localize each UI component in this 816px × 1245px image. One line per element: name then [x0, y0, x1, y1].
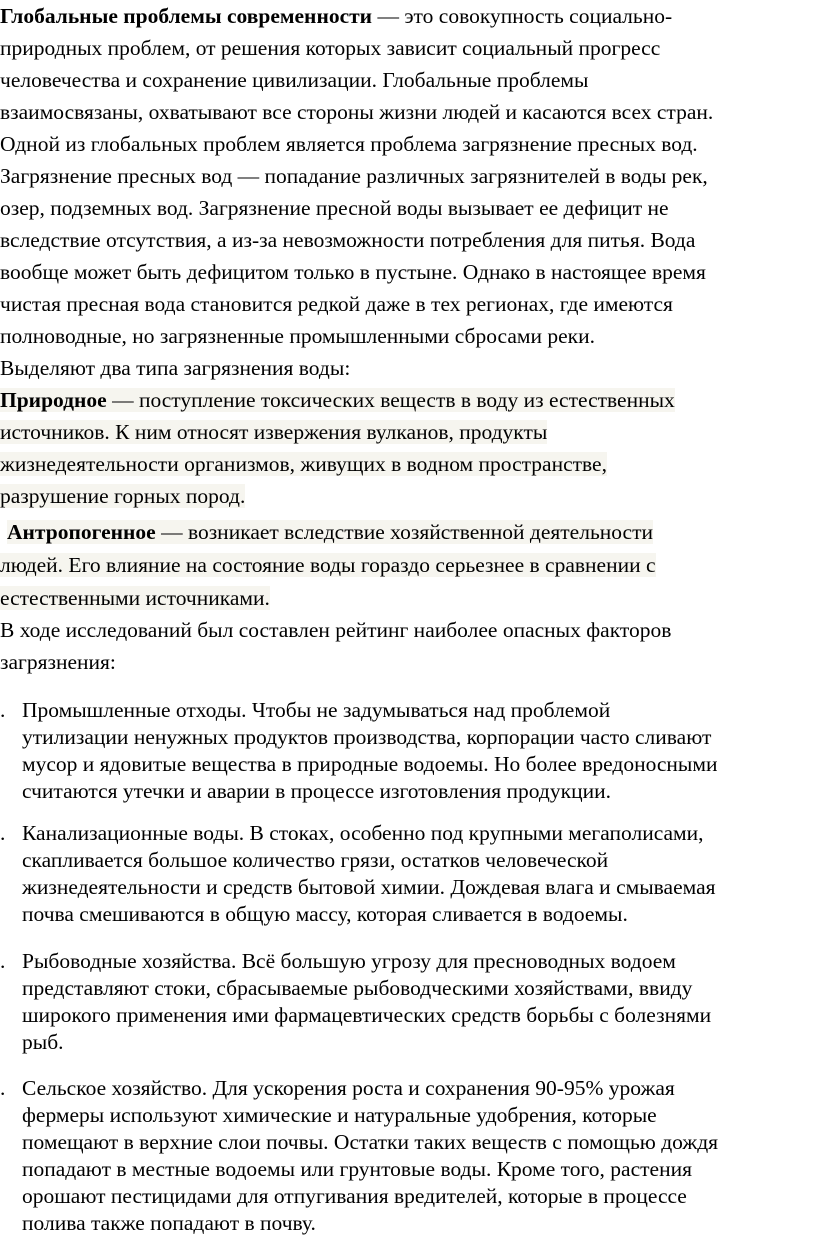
natural-line-2: источников. К ним относят извержения вулканов, продукты [0, 420, 548, 444]
factor-2-line-1: Канализационные воды. В стоках, особенно под крупными мегаполисами, [22, 821, 704, 845]
list-marker: . [0, 698, 6, 722]
rating-intro-line-2: загрязнения: [0, 650, 116, 674]
intro-line-10: чистая пресная вода становится редкой даже в тех регионах, где имеются [0, 292, 673, 316]
factor-1-line-1: Промышленные отходы. Чтобы не задумываться над проблемой [22, 698, 611, 722]
rating-intro-line-1: В ходе исследований был составлен рейтинг наиболее опасных факторов [0, 618, 672, 642]
anthropogenic-term: Антропогенное [7, 520, 156, 544]
factor-1-line-4: считаются утечки и аварии в процессе изготовления продукции. [22, 779, 611, 803]
natural-line-4: разрушение горных пород. [0, 484, 246, 508]
intro-line-9: вообще может быть дефицитом только в пустыне. Однако в настоящее время [0, 260, 706, 284]
natural-term: Природное [0, 388, 107, 412]
factor-4-line-1: Сельское хозяйство. Для ускорения роста и сохранения 90-95% урожая [22, 1076, 675, 1100]
intro-line-7: озер, подземных вод. Загрязнение пресной воды вызывает ее дефицит не [0, 196, 669, 220]
factor-4-line-3: помещают в верхние слои почвы. Остатки таких веществ с помощью дождя [22, 1130, 719, 1154]
intro-line-4: взаимосвязаны, охватывают все стороны жизни людей и касаются всех стран. [0, 100, 714, 124]
anthropogenic-text: — возникает вследствие хозяйственной деятельности [155, 520, 653, 544]
factor-3-line-4: рыб. [22, 1030, 64, 1054]
intro-text: — это совокупность социально- [372, 4, 673, 28]
intro-line-5: Одной из глобальных проблем является проблема загрязнение пресных вод. [0, 132, 698, 156]
list-marker: . [0, 949, 6, 973]
intro-line-2: природных проблем, от решения которых зависит социальный прогресс [0, 36, 661, 60]
intro-line-6: Загрязнение пресных вод — попадание различных загрязнителей в воды рек, [0, 164, 708, 188]
natural-text: — поступление токсических веществ в воду из естественных [106, 388, 675, 412]
types-intro: Выделяют два типа загрязнения воды: [0, 356, 351, 380]
intro-line-11: полноводные, но загрязненные промышленными сбросами реки. [0, 324, 595, 348]
factor-4-line-6: полива также попадают в почву. [22, 1211, 316, 1235]
list-marker: . [0, 1076, 6, 1100]
anthropogenic-line-2: людей. Его влияние на состояние воды гораздо серьезнее в сравнении с [0, 553, 656, 577]
intro-line-3: человечества и сохранение цивилизации. Глобальные проблемы [0, 68, 589, 92]
intro-line-1 [0, 0, 672, 32]
factor-3-line-2: представляют стоки, сбрасываемые рыбоводческими хозяйствами, ввиду [22, 976, 693, 1000]
factor-2-line-3: жизнедеятельности и средств бытовой химии. Дождевая влага и смываемая [22, 875, 716, 899]
factor-4-line-5: орошают пестицидами для отпугивания вредителей, которые в процессе [22, 1184, 687, 1208]
anthropogenic-line-1 [7, 516, 653, 548]
list-marker: . [0, 821, 6, 845]
factor-1-line-2: утилизации ненужных продуктов производства, корпорации часто сливают [22, 725, 712, 749]
factor-4-line-2: фермеры используют химические и натуральные удобрения, которые [22, 1103, 657, 1127]
factor-4-line-4: попадают в местные водоемы или грунтовые воды. Кроме того, растения [22, 1157, 692, 1181]
anthropogenic-line-3: естественными источниками. [0, 586, 270, 610]
factor-2-line-2: скапливается большое количество грязи, остатков человеческой [22, 848, 609, 872]
factor-3-line-3: широкого применения ими фармацевтических средств борьбы с болезнями [22, 1003, 712, 1027]
intro-line-8: вследствие отсутствия, а из-за невозможности потребления для питья. Вода [0, 228, 696, 252]
natural-line-3: жизнедеятельности организмов, живущих в водном пространстве, [0, 452, 607, 476]
factor-1-line-3: мусор и ядовитые вещества в природные водоемы. Но более вредоносными [22, 752, 718, 776]
natural-line-1 [0, 384, 675, 416]
factor-2-line-4: почва смешиваются в общую массу, которая сливается в водоемы. [22, 902, 628, 926]
factor-3-line-1: Рыбоводные хозяйства. Всё большую угрозу для пресноводных водоем [22, 949, 676, 973]
intro-term: Глобальные проблемы современности [0, 4, 373, 28]
